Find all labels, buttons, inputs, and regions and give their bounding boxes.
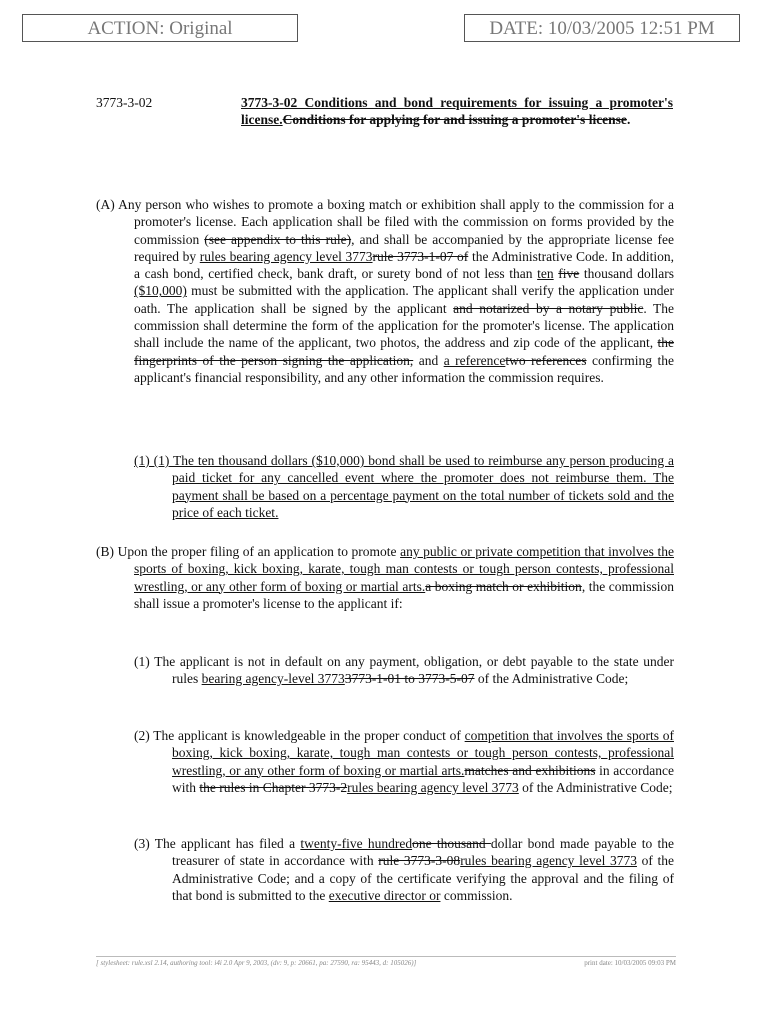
text: the Administrative Code. In addition, a cash bond, certified check, bank draft, or surety bond of not less than — [134, 248, 674, 282]
inserted-text: rules bearing agency level 3773 — [347, 779, 519, 795]
text: commission. — [440, 887, 513, 903]
text: of the Administrative Code; — [474, 671, 629, 687]
text: (1) The applicant is not in default on any payment, obligation, or debt payable to the state under rules — [134, 654, 674, 687]
text: Any person who wishes to promote a boxing match or exhibition shall apply to the commission for a promoter's license. Each application shall be filed with the commission on forms provided by the commission — [114, 197, 674, 247]
title-end: . — [626, 112, 631, 127]
inserted-text: (1) (1) The ten thousand dollars ($10,000) bond shall be used to reimburse any person producing a paid ticket for any cancelled event where the promoter does not reimburse them. The payment shall be based on a percentage payment on the total number of tickets sold and the price of each ticket. — [134, 453, 674, 520]
deleted-text: and notarized by a notary public — [453, 300, 644, 316]
text: of the Administrative Code; and a copy of the certificate verifying the approval and the filing of that bond is submitted to the — [172, 853, 675, 903]
text: confirming the applicant's financial responsibility, and any other information the commission requires. — [134, 352, 674, 385]
text: and — [413, 352, 444, 368]
inserted-text: competition that involves the sports of boxing, kick boxing, karate, tough man contests or tough person contests, professional wrestling, or any other form of boxing or martial arts. — [172, 728, 674, 778]
inserted-text: rules bearing agency level 3773 — [199, 248, 373, 264]
page-footer — [96, 956, 676, 967]
text: Upon the proper filing of an application to promote — [114, 544, 401, 559]
paragraph-a1 — [96, 452, 674, 521]
title-old: Conditions for applying for and issuing a promoter's license — [282, 112, 627, 127]
deleted-text: the fingerprints of the person signing the application, — [134, 335, 674, 368]
paragraph-b — [96, 543, 674, 612]
inserted-text: a reference — [443, 352, 506, 368]
deleted-text: two references — [505, 352, 587, 368]
label: (A) — [96, 197, 115, 212]
rule-number: 3773-3-02 — [96, 95, 153, 110]
label: (B) — [96, 544, 114, 559]
text: (2) The applicant is knowledgeable in the proper conduct of — [134, 728, 465, 743]
paragraph-b2 — [96, 727, 674, 796]
date-box: DATE: 10/03/2005 12:51 PM — [464, 14, 740, 42]
inserted-text: ten — [537, 266, 554, 282]
text: in accordance with — [172, 762, 674, 795]
text: thousand dollars — [579, 266, 674, 282]
text: . The commission shall determine the form of the application for the promoter's license. The application shall include the name of the applicant, two photos, the address and zip code of the applicant, — [134, 300, 674, 351]
deleted-text: one thousand — [412, 836, 491, 851]
text: of the Administrative Code; — [518, 779, 673, 795]
deleted-text: a boxing match or exhibition — [425, 578, 582, 594]
paragraph-a — [96, 196, 674, 386]
deleted-text: (see appendix to this rule) — [204, 231, 352, 247]
inserted-text: rules bearing agency level 3773 — [460, 853, 637, 869]
deleted-text: matches and exhibitions — [464, 762, 596, 778]
footer-print-date: print date: 10/03/2005 09:03 PM — [584, 959, 676, 967]
inserted-text: executive director or — [328, 887, 441, 903]
deleted-text: rule 3773-3-08 — [378, 853, 461, 869]
inserted-text: twenty-five hundred — [300, 836, 413, 851]
paragraph-b1 — [96, 653, 674, 688]
text: , and shall be accompanied by the appropriate license fee required by — [134, 231, 674, 264]
deleted-text: rule 3773-1-07 of — [372, 248, 469, 264]
inserted-text: bearing agency-level 3773 — [201, 671, 345, 687]
text: (3) The applicant has filed a — [134, 836, 301, 851]
inserted-text: ($10,000) — [134, 283, 187, 299]
rule-title — [241, 94, 673, 128]
footer-stylesheet-info: [ stylesheet: rule.xsl 2.14, authoring tool: i4i 2.0 Apr 9, 2003, (dv: 9, p: 20661, pa: 27590, ra: 95443, d: 105026)] — [96, 959, 417, 967]
title-new: 3773-3-02 Conditions and bond requirements for issuing a promoter's license. — [241, 95, 673, 127]
deleted-text: the rules in Chapter 3773-2 — [199, 779, 348, 795]
deleted-text: 3773-1-01 to 3773-5-07 — [344, 671, 475, 687]
text: must be submitted with the application. The applicant shall verify the application under oath. The application shall be signed by the applicant — [134, 283, 674, 316]
text: dollar bond made payable to the treasurer of state in accordance with — [172, 836, 674, 869]
deleted-text: five — [558, 266, 580, 282]
text: , the commission shall issue a promoter's license to the applicant if: — [134, 578, 674, 611]
inserted-text: any public or private competition that involves the sports of boxing, kick boxing, karate, tough man contests or tough person contests, professional wrestling, or any other form of boxing or martial arts. — [134, 544, 674, 594]
paragraph-b3 — [96, 835, 674, 904]
action-box: ACTION: Original — [22, 14, 298, 42]
